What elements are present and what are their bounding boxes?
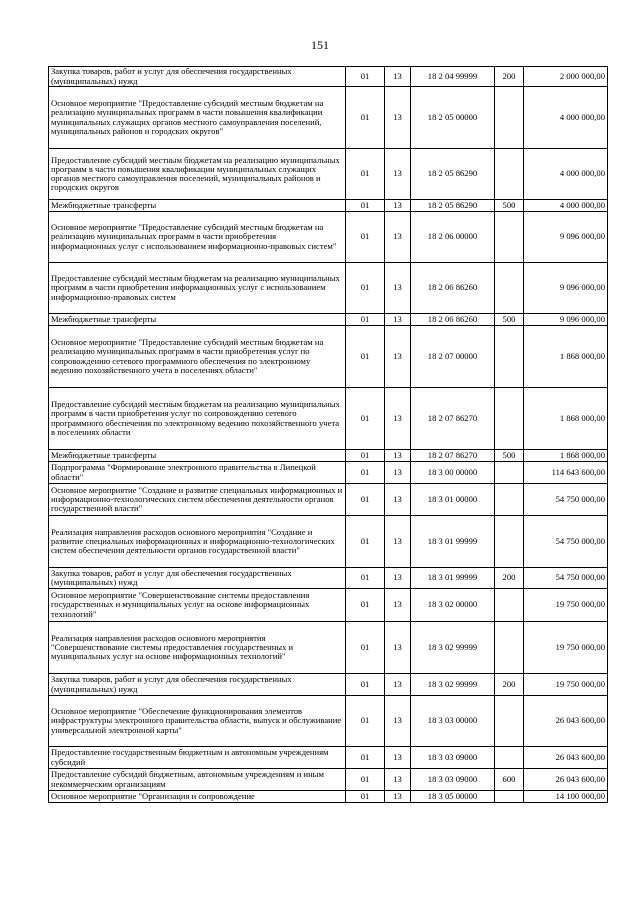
table-row [49,326,608,388]
table-row [49,516,608,568]
target-item-code: 18 3 00 00000 [411,462,495,484]
table-row [49,674,608,696]
subsection-code: 13 [385,450,411,462]
target-item-code: 18 2 04 99999 [411,67,495,87]
section-code: 01 [346,87,385,149]
expense-type-code: 200 [495,674,524,696]
row-description: Предоставление субсидий местным бюджетам на реализацию муниципальных программ в части приобретения информационных услуг с использованием информационно-правовых систем [49,263,346,314]
subsection-code: 13 [385,462,411,484]
amount-value: 19 750 000,00 [524,674,608,696]
table-row [49,314,608,326]
section-code: 01 [346,568,385,589]
section-code: 01 [346,674,385,696]
table-row [49,568,608,589]
subsection-code: 13 [385,674,411,696]
subsection-code: 13 [385,263,411,314]
row-description: Основное мероприятие "Совершенствование системы предоставления государственных и муниципальных услуг на основе информационных технологий" [49,589,346,622]
target-item-code: 18 3 03 00000 [411,696,495,747]
target-item-code: 18 2 06 86260 [411,263,495,314]
expense-type-code [495,388,524,450]
section-code: 01 [346,696,385,747]
subsection-code: 13 [385,791,411,803]
expense-type-code [495,87,524,149]
expense-type-code: 200 [495,67,524,87]
row-description: Реализация направления расходов основного мероприятия "Совершенствование системы предоставления государственных и муниципальных услуг на основе информационных технологий" [49,622,346,674]
amount-value: 14 100 000,00 [524,791,608,803]
subsection-code: 13 [385,696,411,747]
expense-type-code [495,149,524,200]
subsection-code: 13 [385,484,411,516]
table-row [49,212,608,263]
table-row [49,791,608,803]
expense-type-code: 500 [495,314,524,326]
row-description: Закупка товаров, работ и услуг для обеспечения государственных (муниципальных) нужд [49,67,346,87]
expense-type-code: 600 [495,769,524,791]
expense-type-code: 200 [495,568,524,589]
row-description: Предоставление субсидий местным бюджетам на реализацию муниципальных программ в части приобретения услуг по сопровождению сетевого программного обеспечения по электронному ведению похозяйственного учета в поселениях области [49,388,346,450]
table-row [49,67,608,87]
section-code: 01 [346,263,385,314]
section-code: 01 [346,67,385,87]
table-row [49,200,608,212]
amount-value: 2 000 000,00 [524,67,608,87]
subsection-code: 13 [385,149,411,200]
target-item-code: 18 2 07 86270 [411,450,495,462]
section-code: 01 [346,791,385,803]
subsection-code: 13 [385,314,411,326]
subsection-code: 13 [385,769,411,791]
amount-value: 1 868 000,00 [524,450,608,462]
row-description: Реализация направления расходов основного мероприятия "Создание и развитие специальных информационных и информационно-технологических систем обеспечения деятельности органов государственной власти" [49,516,346,568]
target-item-code: 18 3 01 99999 [411,516,495,568]
target-item-code: 18 2 06 00000 [411,212,495,263]
amount-value: 26 043 600,00 [524,769,608,791]
section-code: 01 [346,462,385,484]
row-description: Основное мероприятие "Организация и сопровождение [49,791,346,803]
subsection-code: 13 [385,568,411,589]
row-description: Подпрограмма "Формирование электронного правительства в Липецкой области" [49,462,346,484]
section-code: 01 [346,388,385,450]
amount-value: 19 750 000,00 [524,589,608,622]
amount-value: 1 868 000,00 [524,388,608,450]
amount-value: 4 000 000,00 [524,149,608,200]
section-code: 01 [346,314,385,326]
section-code: 01 [346,450,385,462]
target-item-code: 18 3 01 00000 [411,484,495,516]
amount-value: 19 750 000,00 [524,622,608,674]
expense-type-code [495,326,524,388]
subsection-code: 13 [385,516,411,568]
subsection-code: 13 [385,67,411,87]
expense-type-code [495,263,524,314]
target-item-code: 18 2 05 86290 [411,149,495,200]
table-row [49,589,608,622]
target-item-code: 18 2 05 86290 [411,200,495,212]
expense-type-code [495,462,524,484]
target-item-code: 18 2 07 00000 [411,326,495,388]
table-row [49,87,608,149]
expense-type-code [495,791,524,803]
amount-value: 114 643 600,00 [524,462,608,484]
subsection-code: 13 [385,326,411,388]
expense-type-code [495,516,524,568]
target-item-code: 18 3 02 99999 [411,674,495,696]
subsection-code: 13 [385,200,411,212]
row-description: Основное мероприятие "Создание и развитие специальных информационных и информационно-технологических систем обеспечения деятельности органов государственной власти" [49,484,346,516]
table-row [49,622,608,674]
section-code: 01 [346,589,385,622]
row-description: Закупка товаров, работ и услуг для обеспечения государственных (муниципальных) нужд [49,674,346,696]
row-description: Межбюджетные трансферты [49,200,346,212]
amount-value: 54 750 000,00 [524,568,608,589]
row-description: Межбюджетные трансферты [49,450,346,462]
section-code: 01 [346,149,385,200]
row-description: Основное мероприятие "Предоставление субсидий местным бюджетам на реализацию муниципальных программ в части повышения квалификации муниципальных служащих органов местного самоуправления поселений, муниципальных районов и городских округов" [49,87,346,149]
budget-table [48,66,608,803]
target-item-code: 18 3 01 99999 [411,568,495,589]
section-code: 01 [346,212,385,263]
table-row [49,696,608,747]
expense-type-code [495,747,524,769]
table-row [49,263,608,314]
target-item-code: 18 3 03 09000 [411,747,495,769]
expense-type-code: 500 [495,450,524,462]
target-item-code: 18 3 02 99999 [411,622,495,674]
row-description: Основное мероприятие "Предоставление субсидий местным бюджетам на реализацию муниципальных программ в части приобретения услуг по сопровождению сетевого программного обеспечения по электронному ведению похозяйственного учета в поселениях области" [49,326,346,388]
section-code: 01 [346,516,385,568]
section-code: 01 [346,747,385,769]
subsection-code: 13 [385,622,411,674]
table-row [49,769,608,791]
target-item-code: 18 3 03 09000 [411,769,495,791]
amount-value: 9 096 000,00 [524,314,608,326]
row-description: Закупка товаров, работ и услуг для обеспечения государственных (муниципальных) нужд [49,568,346,589]
amount-value: 1 868 000,00 [524,326,608,388]
expense-type-code [495,484,524,516]
expense-type-code: 500 [495,200,524,212]
section-code: 01 [346,200,385,212]
table-row [49,484,608,516]
amount-value: 54 750 000,00 [524,516,608,568]
expense-type-code [495,622,524,674]
subsection-code: 13 [385,747,411,769]
subsection-code: 13 [385,87,411,149]
target-item-code: 18 2 05 00000 [411,87,495,149]
section-code: 01 [346,622,385,674]
amount-value: 9 096 000,00 [524,263,608,314]
table-row [49,149,608,200]
section-code: 01 [346,326,385,388]
table-row [49,747,608,769]
target-item-code: 18 3 02 00000 [411,589,495,622]
row-description: Основное мероприятие "Предоставление субсидий местным бюджетам на реализацию муниципальных программ в части приобретения информационных услуг с использованием информационно-правовых систем" [49,212,346,263]
table-row [49,450,608,462]
row-description: Межбюджетные трансферты [49,314,346,326]
subsection-code: 13 [385,589,411,622]
row-description: Предоставление субсидий бюджетным, автономным учреждениям и иным некоммерческим организациям [49,769,346,791]
amount-value: 4 000 000,00 [524,87,608,149]
section-code: 01 [346,484,385,516]
row-description: Предоставление государственным бюджетным и автономным учреждениям субсидий [49,747,346,769]
amount-value: 4 000 000,00 [524,200,608,212]
subsection-code: 13 [385,388,411,450]
amount-value: 26 043 600,00 [524,747,608,769]
expense-type-code [495,696,524,747]
row-description: Предоставление субсидий местным бюджетам на реализацию муниципальных программ в части повышения квалификации муниципальных служащих органов местного самоуправления поселений, муниципальных районов и городских округов [49,149,346,200]
target-item-code: 18 3 05 00000 [411,791,495,803]
amount-value: 9 096 000,00 [524,212,608,263]
page-number: 151 [311,38,329,52]
table-row [49,388,608,450]
amount-value: 26 043 600,00 [524,696,608,747]
target-item-code: 18 2 07 86270 [411,388,495,450]
table-row [49,462,608,484]
expense-type-code [495,212,524,263]
expense-type-code [495,589,524,622]
subsection-code: 13 [385,212,411,263]
amount-value: 54 750 000,00 [524,484,608,516]
section-code: 01 [346,769,385,791]
target-item-code: 18 2 06 86260 [411,314,495,326]
row-description: Основное мероприятие "Обеспечение функционирования элементов инфраструктуры электронного правительства области, выпуск и обслуживание универсальной электронной карты" [49,696,346,747]
